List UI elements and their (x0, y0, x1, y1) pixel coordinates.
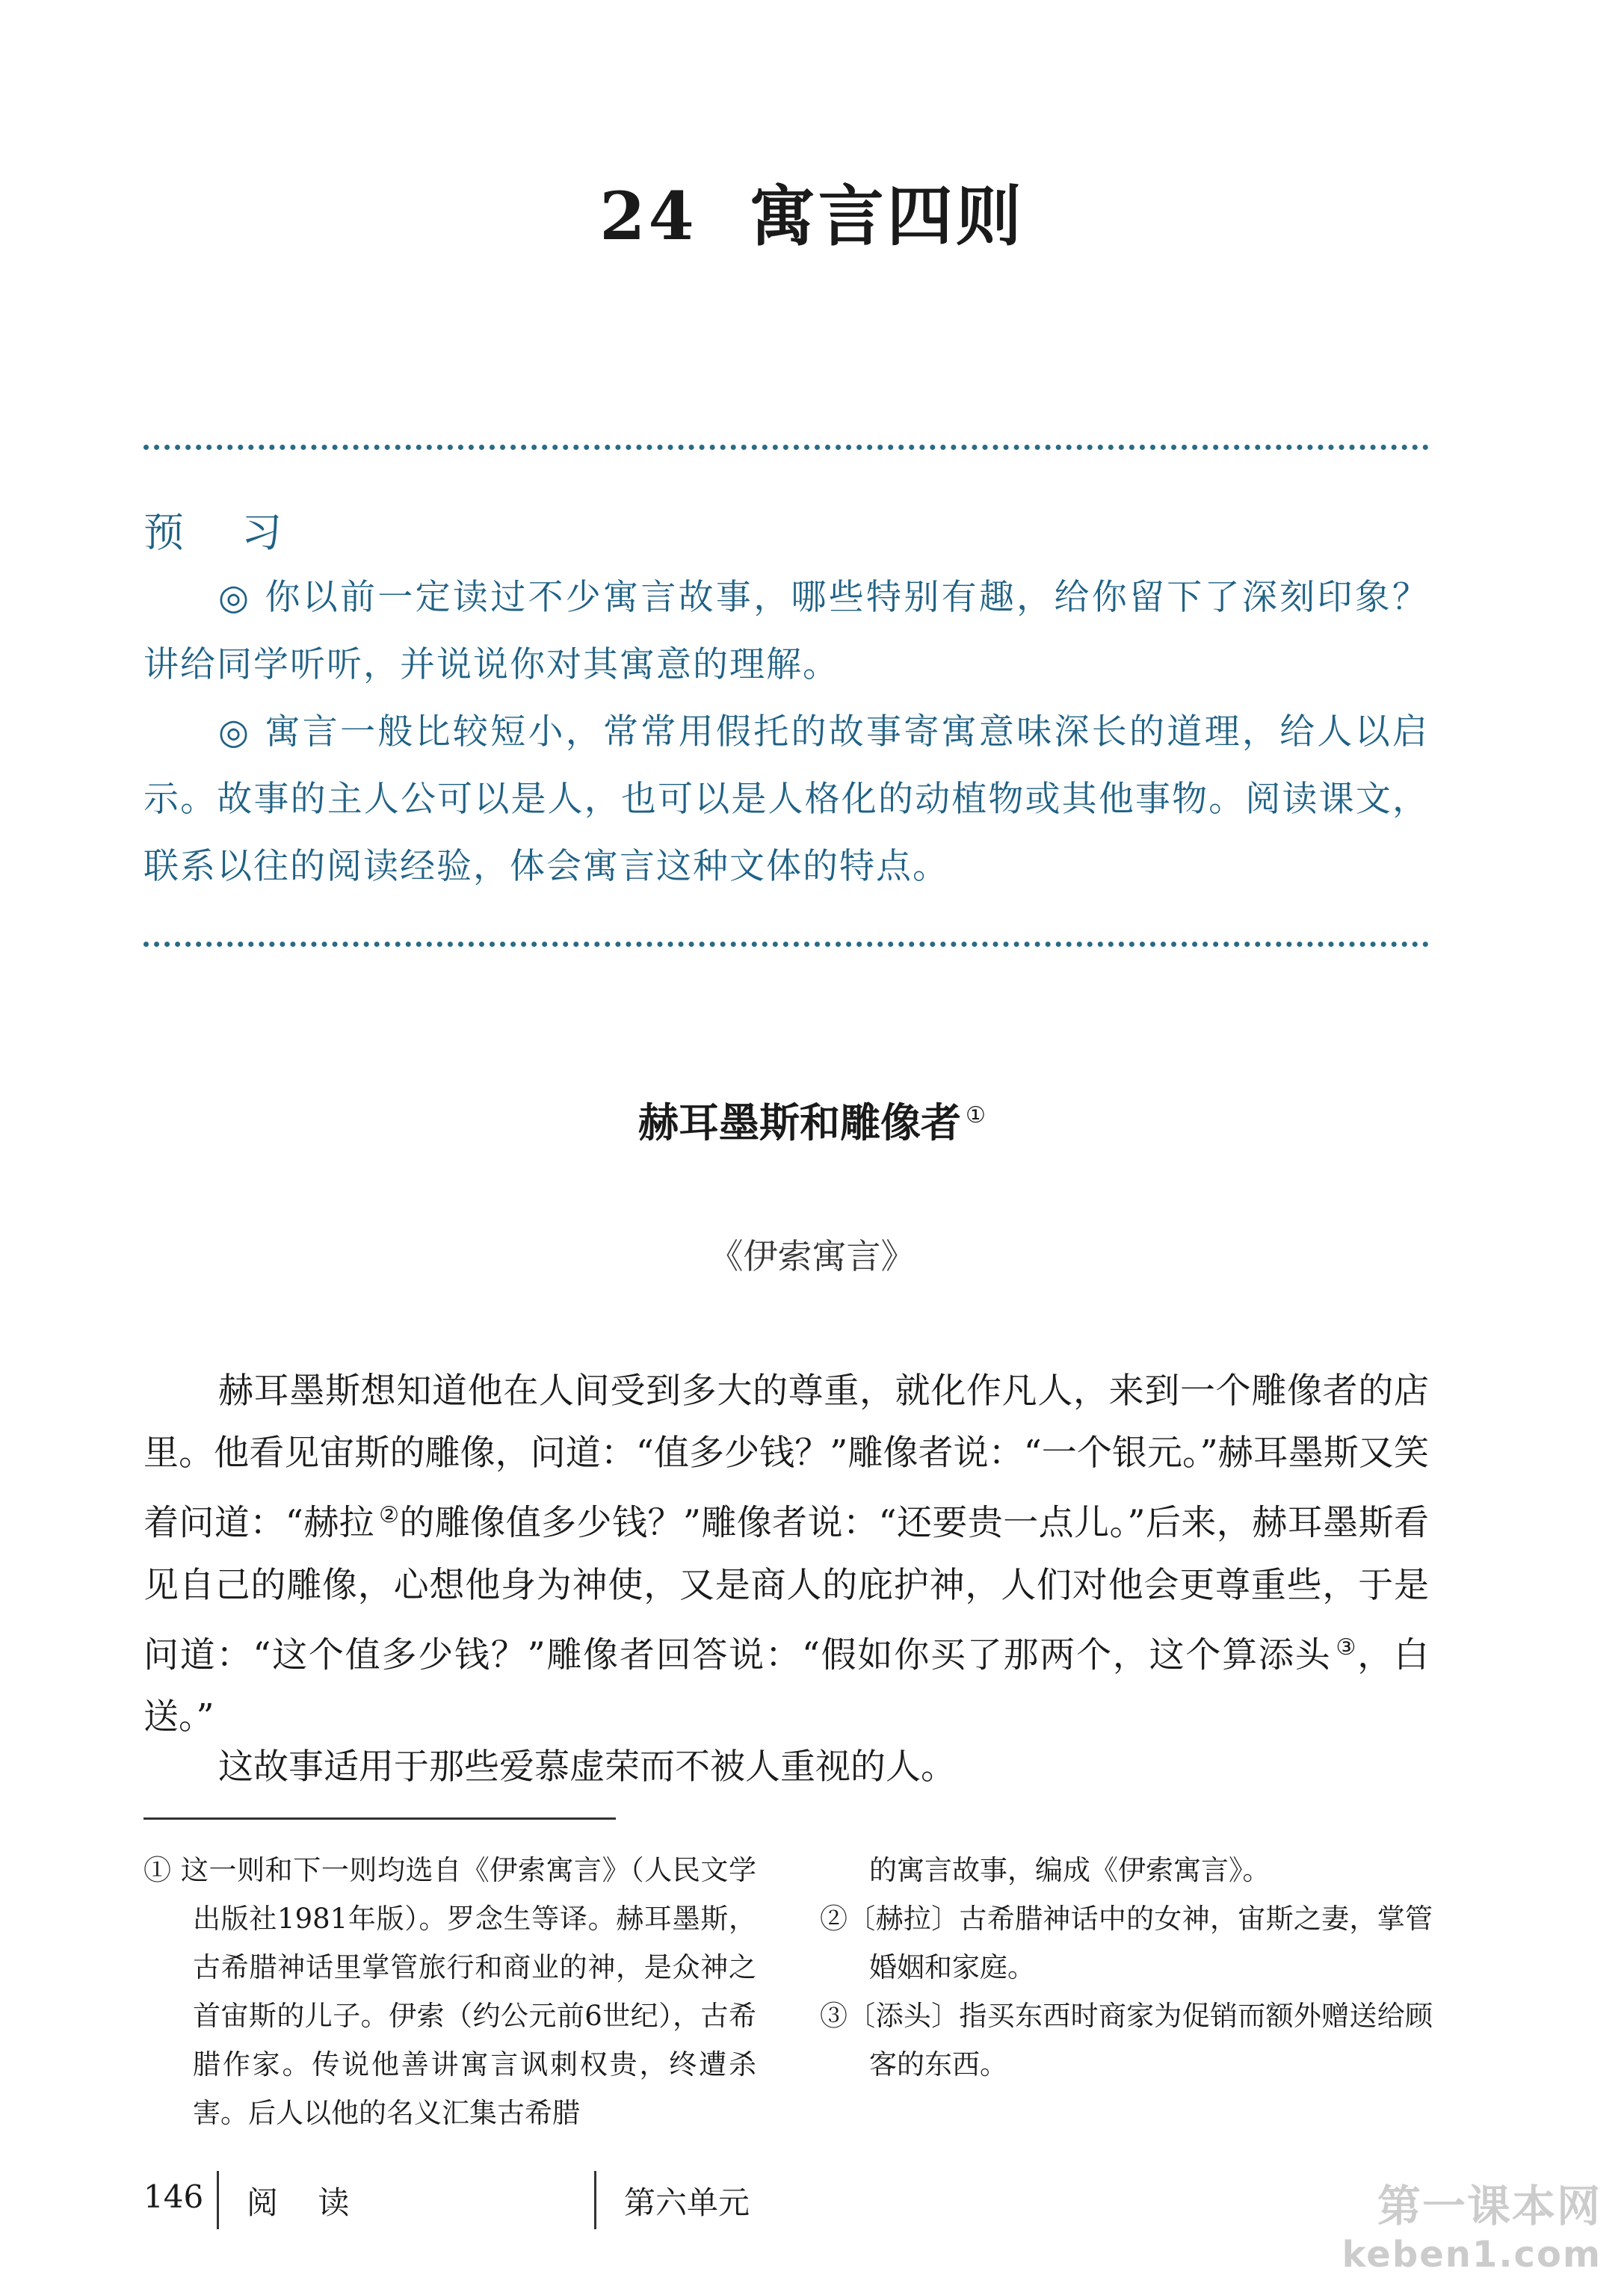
preview-item-2: ◎ 寓言一般比较短小，常常用假托的故事寄寓意味深长的道理，给人以启示。故事的主人公可以是人，也可以是人格化的动植物或其他事物。阅读课文，联系以往的阅读经验，体会寓言这种文体的特点。 (143, 711, 1429, 887)
preview-item-1: ◎ 你以前一定读过不少寓言故事，哪些特别有趣，给你留下了深刻印象？讲给同学听听，并说说你对其寓意的理解。 (143, 577, 1429, 685)
lesson-title-text: 寓言四则 (749, 177, 1025, 255)
footnote-marker-2: ② (379, 1502, 400, 1528)
paragraph-text: ，白送。” (143, 1634, 1429, 1738)
watermark-line-1: 第一课本网 (1377, 2181, 1602, 2231)
footnote-3: ③〔添头〕指买东西时商家为促销而额外赠送给顾客的东西。 (820, 2000, 1433, 2081)
footnote-1: ① 这一则和下一则均选自《伊索寓言》（人民文学出版社1981年版）。罗念生等译。赫耳墨斯，古希腊神话里掌管旅行和商业的神，是众神之首宙斯的儿子。伊索（约公元前6世纪），古希腊作家。传说他善讲寓言讽刺权贵，终遭杀害。后人以他的名义汇集古希腊 (143, 1854, 756, 2129)
bottom-dotted-divider (143, 942, 1429, 947)
footnote-1-continued: 的寓言故事，编成《伊索寓言》。 (869, 1854, 1271, 1886)
lesson-number: 24 (599, 177, 697, 255)
top-dotted-divider (143, 445, 1429, 450)
paragraph-text: 的雕像值多少钱？”雕像者说：“还要贵一点儿。”后来，赫耳墨斯看见自己的雕像，心想他身为神使，又是商人的庇护神，人们对他会更尊重些，于是问道：“这个值多少钱？”雕像者回答说：“假如你买了那两个，这个算添头 (143, 1502, 1429, 1676)
footer-section: 阅 读 (247, 2184, 365, 2221)
footnote-column-right (820, 1846, 1433, 2089)
story-title (0, 1091, 1624, 1149)
footnote-rule (143, 1817, 616, 1820)
footer-unit: 第六单元 (624, 2184, 750, 2221)
footnote-2: ②〔赫拉〕古希腊神话中的女神，宙斯之妻，掌管婚姻和家庭。 (820, 1903, 1433, 1983)
story-paragraph-2: 这故事适用于那些爱慕虚荣而不被人重视的人。 (218, 1746, 956, 1788)
watermark-line-2: keben1.com (1342, 2234, 1602, 2276)
site-watermark (1342, 2171, 1602, 2276)
story-source: 《伊索寓言》 (708, 1236, 916, 1276)
footnote-marker-1: ① (966, 1102, 986, 1128)
footnote-marker-3: ③ (1336, 1634, 1358, 1661)
page-number: 146 (143, 2178, 204, 2215)
footer-separator (594, 2171, 596, 2229)
footer-separator (217, 2171, 219, 2229)
story-paragraph-1 (143, 1360, 1429, 1748)
footnote-column-left (143, 1846, 756, 2137)
paragraph-text: 赫耳墨斯想知道他在人间受到多大的尊重，就化作凡人，来到一个雕像者的店里。他看见宙斯的雕像，问道：“值多少钱？”雕像者说：“一个银元。”赫耳墨斯又笑着问道：“赫拉 (143, 1371, 1429, 1544)
story-title-text: 赫耳墨斯和雕像者 (638, 1099, 962, 1146)
lesson-title (0, 164, 1624, 259)
preview-label: 预 习 (143, 509, 305, 556)
